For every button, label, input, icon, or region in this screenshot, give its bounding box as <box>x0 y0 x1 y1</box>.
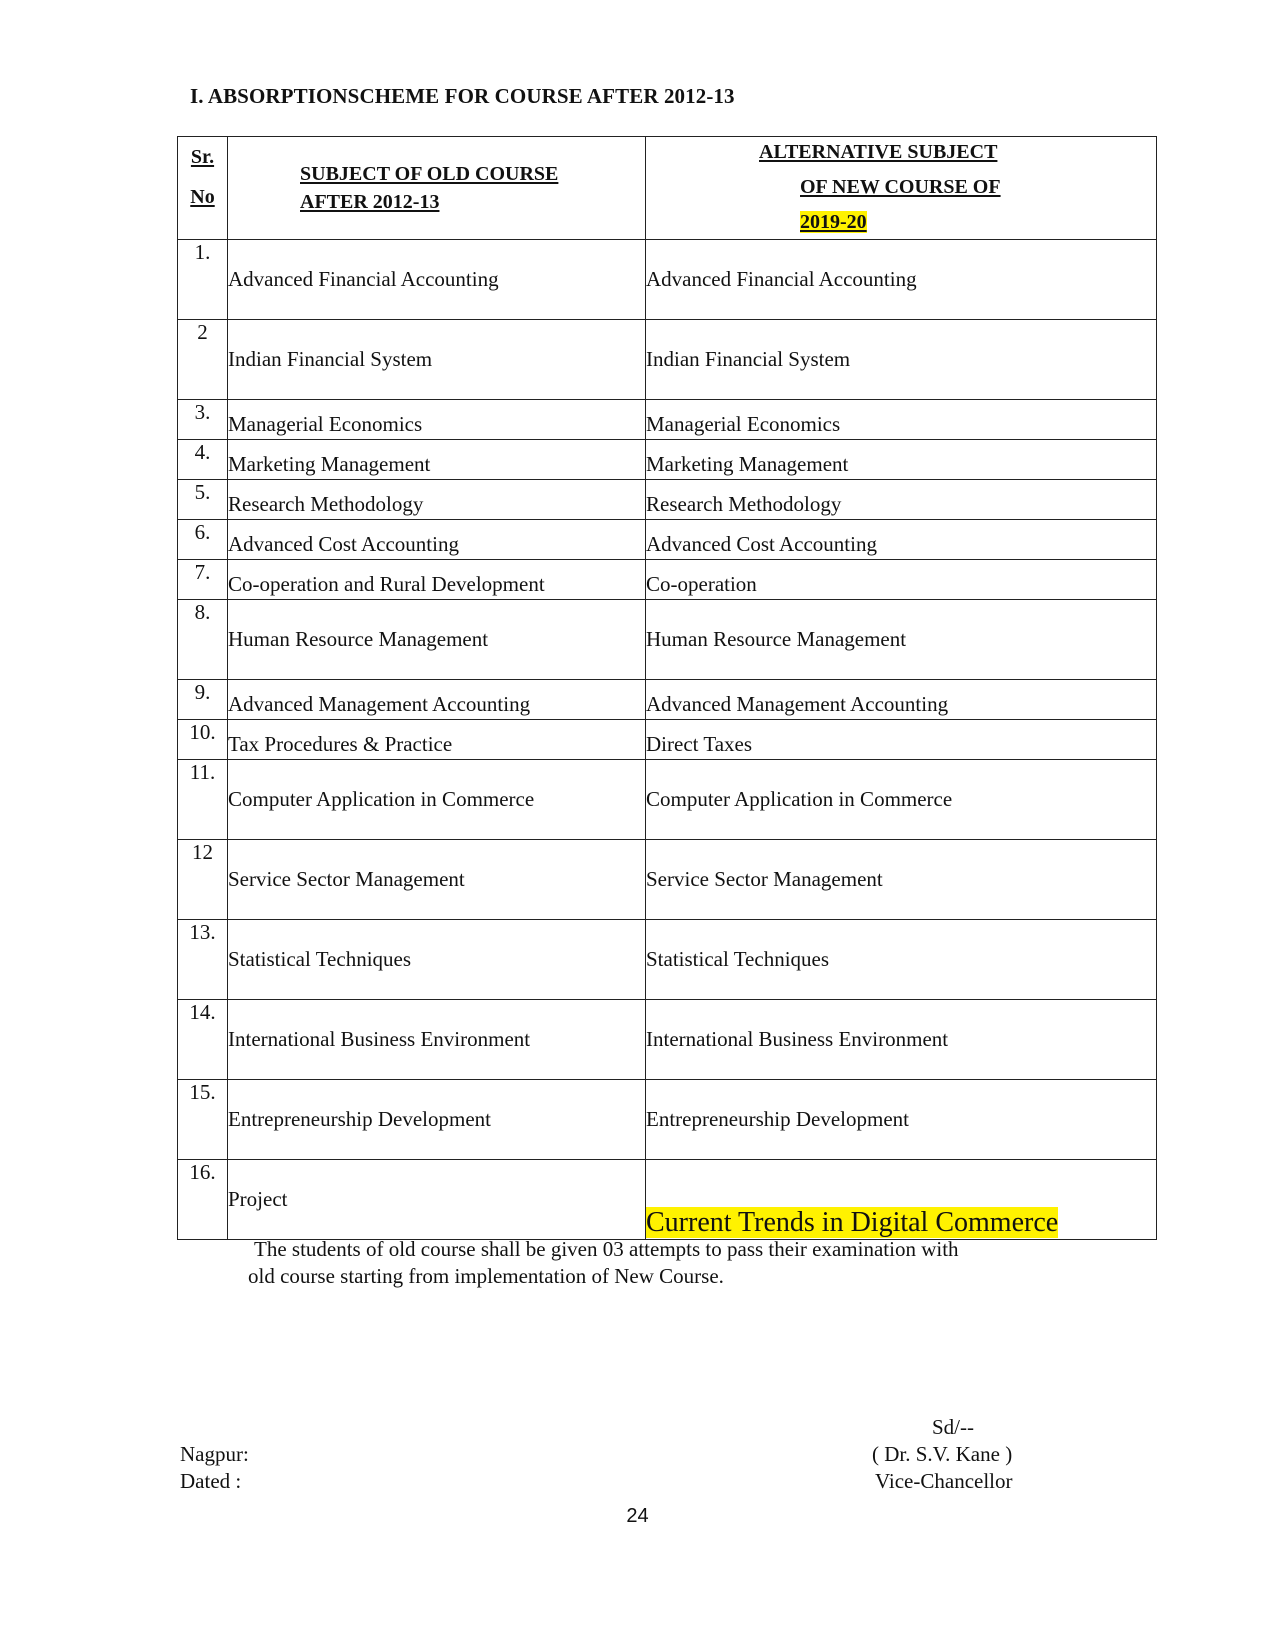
attempts-note <box>248 1236 1074 1290</box>
row-new-subject: Marketing Management <box>646 440 1157 480</box>
row-old-subject: Project <box>228 1160 646 1240</box>
table-row <box>178 400 1157 440</box>
row-new-subject: Advanced Financial Accounting <box>646 240 1157 320</box>
row-sr: 10. <box>178 720 228 760</box>
row-old-subject: International Business Environment <box>228 1000 646 1080</box>
row-new-subject: Computer Application in Commerce <box>646 760 1157 840</box>
header-new-line2: OF NEW COURSE OF <box>800 176 1001 198</box>
row-new-subject: Advanced Management Accounting <box>646 680 1157 720</box>
row-new-subject: Research Methodology <box>646 480 1157 520</box>
row-new-subject: Advanced Cost Accounting <box>646 520 1157 560</box>
table-row <box>178 600 1157 680</box>
note-line2: old course starting from implementation of New Course. <box>248 1264 724 1288</box>
table-row <box>178 480 1157 520</box>
row-new-subject: International Business Environment <box>646 1000 1157 1080</box>
row-sr: 5. <box>178 480 228 520</box>
row-new-subject: Managerial Economics <box>646 400 1157 440</box>
row-sr: 6. <box>178 520 228 560</box>
sd-mark: Sd/-- <box>932 1415 974 1439</box>
table-row <box>178 1000 1157 1080</box>
table-row <box>178 1080 1157 1160</box>
header-sr-no <box>178 137 228 240</box>
row-new-subject: Co-operation <box>646 560 1157 600</box>
row-sr: 14. <box>178 1000 228 1080</box>
row-sr: 1. <box>178 240 228 320</box>
row-new-subject: Statistical Techniques <box>646 920 1157 1000</box>
table-row <box>178 320 1157 400</box>
row-sr: 8. <box>178 600 228 680</box>
row-new-subject: Indian Financial System <box>646 320 1157 400</box>
row-sr: 12 <box>178 840 228 920</box>
header-old-line2: AFTER 2012-13 <box>300 191 440 213</box>
row-new-subject: Direct Taxes <box>646 720 1157 760</box>
table-row <box>178 560 1157 600</box>
row-new-subject-highlighted <box>646 1160 1157 1240</box>
row-sr: 11. <box>178 760 228 840</box>
row-old-subject: Advanced Financial Accounting <box>228 240 646 320</box>
place-label: Nagpur: <box>180 1442 249 1466</box>
header-new-line3: 2019-20 <box>800 211 867 233</box>
header-sr-line2: No <box>190 186 215 208</box>
row-sr: 9. <box>178 680 228 720</box>
dated-label: Dated : <box>180 1469 242 1493</box>
row-new-subject: Entrepreneurship Development <box>646 1080 1157 1160</box>
row-sr: 2 <box>178 320 228 400</box>
row-old-subject: Advanced Management Accounting <box>228 680 646 720</box>
row-sr: 16. <box>178 1160 228 1240</box>
row-sr: 15. <box>178 1080 228 1160</box>
table-row <box>178 920 1157 1000</box>
row-new-subject: Human Resource Management <box>646 600 1157 680</box>
row-old-subject: Human Resource Management <box>228 600 646 680</box>
row-old-subject: Computer Application in Commerce <box>228 760 646 840</box>
table-row <box>178 520 1157 560</box>
row-sr: 3. <box>178 400 228 440</box>
row-old-subject: Entrepreneurship Development <box>228 1080 646 1160</box>
header-old-line1: SUBJECT OF OLD COURSE <box>300 163 559 185</box>
row-sr: 13. <box>178 920 228 1000</box>
row-old-subject: Co-operation and Rural Development <box>228 560 646 600</box>
table-header-row <box>178 137 1157 240</box>
row-old-subject: Research Methodology <box>228 480 646 520</box>
row-old-subject: Statistical Techniques <box>228 920 646 1000</box>
row-sr: 4. <box>178 440 228 480</box>
header-new-course <box>646 137 1157 240</box>
row-sr: 7. <box>178 560 228 600</box>
row-old-subject: Managerial Economics <box>228 400 646 440</box>
highlighted-new-subject: Current Trends in Digital Commerce <box>646 1207 1059 1238</box>
signatory-name: ( Dr. S.V. Kane ) <box>872 1442 1013 1466</box>
note-line1: The students of old course shall be given 03 attempts to pass their examination with <box>254 1237 959 1261</box>
row-old-subject: Marketing Management <box>228 440 646 480</box>
row-old-subject: Service Sector Management <box>228 840 646 920</box>
table-row <box>178 760 1157 840</box>
table-row <box>178 680 1157 720</box>
table-row <box>178 1160 1157 1240</box>
header-sr-line1: Sr. <box>190 146 215 168</box>
header-old-course <box>228 137 646 240</box>
row-old-subject: Advanced Cost Accounting <box>228 520 646 560</box>
row-old-subject: Indian Financial System <box>228 320 646 400</box>
signatory-designation: Vice-Chancellor <box>875 1469 1013 1493</box>
row-old-subject: Tax Procedures & Practice <box>228 720 646 760</box>
table-row <box>178 840 1157 920</box>
page-number: 24 <box>626 1505 649 1527</box>
row-new-subject: Service Sector Management <box>646 840 1157 920</box>
header-new-line1: ALTERNATIVE SUBJECT <box>759 141 998 163</box>
table-row <box>178 720 1157 760</box>
table-row <box>178 440 1157 480</box>
table-row <box>178 240 1157 320</box>
page-heading: I. ABSORPTIONSCHEME FOR COURSE AFTER 2012-13 <box>190 84 735 108</box>
absorption-scheme-table <box>177 136 1157 1240</box>
